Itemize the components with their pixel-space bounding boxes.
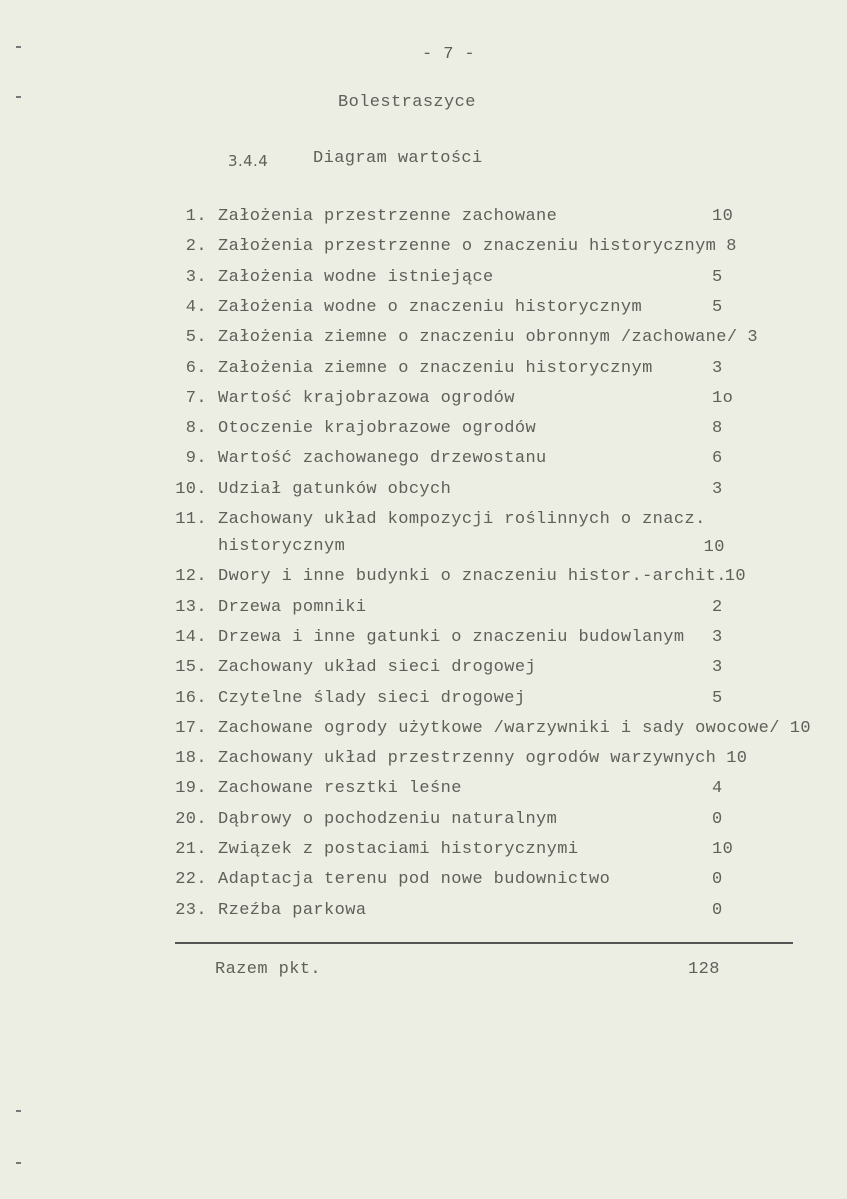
item-text: Wartość zachowanego drzewostanu (218, 449, 547, 469)
item-text: Założenia przestrzenne o znaczeniu historycznym (218, 237, 717, 257)
item-value: 4 (712, 779, 723, 799)
item-text: Zachowane resztki leśne (218, 779, 462, 799)
item-value: 5 (712, 688, 723, 708)
list-item (0, 567, 847, 597)
item-number: 15. (175, 658, 207, 678)
item-value: 5 (712, 267, 723, 287)
item-text: Udział gatunków obcych (218, 479, 452, 499)
list-item (0, 628, 847, 658)
item-value: 3 (712, 358, 723, 378)
list-item (0, 207, 847, 237)
list-item (0, 840, 847, 870)
item-text: Założenia ziemne o znaczeniu historycznym (218, 358, 653, 378)
item-value: 10 (712, 207, 734, 226)
item-text: Zachowany układ kompozycji roślinnych o znacz. (218, 510, 706, 529)
item-number: 6. (185, 358, 207, 378)
item-value: 10 (724, 567, 747, 587)
item-text: Założenia wodne istniejące (218, 267, 494, 287)
item-number: 10. (175, 479, 207, 499)
item-text-continued: historycznym (218, 537, 346, 556)
item-text: Rzeźba parkowa (218, 900, 367, 920)
item-number: 17. (175, 718, 207, 738)
item-value: 8 (712, 419, 723, 439)
section-number: 3.4.4 (228, 152, 269, 170)
item-number: 5. (185, 328, 207, 348)
item-value: 10 (712, 840, 734, 859)
item-number: 11. (175, 510, 207, 529)
list-item (0, 449, 847, 479)
item-number: 23. (175, 900, 207, 920)
list-item (0, 389, 847, 419)
page-number: - 7 - (422, 45, 476, 64)
item-text: Zachowany układ przestrzenny ogrodów warzywnych (218, 749, 717, 769)
list-item (0, 658, 847, 688)
item-value: 8 (726, 237, 737, 257)
item-value: 10 (789, 718, 812, 738)
item-value: 3 (747, 328, 758, 348)
item-number: 7. (185, 388, 207, 408)
item-number: 2. (185, 237, 207, 257)
list-item (0, 359, 847, 389)
item-value: 0 (712, 809, 723, 829)
item-value: 10 (703, 538, 725, 557)
item-number: 4. (185, 297, 207, 317)
item-text: Założenia wodne o znaczeniu historycznym (218, 297, 643, 317)
item-value: 1o (712, 388, 734, 408)
margin-mark (16, 96, 21, 98)
item-number: 12. (175, 567, 207, 587)
list-item (0, 719, 847, 749)
item-text: Otoczenie krajobrazowe ogrodów (218, 419, 537, 439)
item-text: Zachowane ogrody użytkowe /warzywniki i sady owocowe/ (218, 718, 780, 738)
item-value: 6 (712, 449, 723, 469)
item-number: 13. (175, 597, 207, 617)
item-number: 22. (175, 870, 207, 890)
item-text: Drzewa pomniki (218, 597, 367, 617)
list-item (0, 689, 847, 719)
item-value: 0 (712, 870, 723, 890)
item-number: 1. (185, 207, 207, 226)
list-item (0, 480, 847, 510)
item-value: 0 (712, 900, 723, 920)
list-item (0, 779, 847, 809)
item-text: Zachowany układ sieci drogowej (218, 658, 537, 678)
item-text: Czytelne ślady sieci drogowej (218, 688, 526, 708)
item-number: 21. (175, 840, 207, 859)
item-text: Związek z postaciami historycznymi (218, 840, 579, 859)
list-item (0, 901, 847, 931)
item-text: Wartość krajobrazowa ogrodów (218, 388, 515, 408)
item-value: 10 (726, 749, 748, 769)
item-value: 5 (712, 297, 723, 317)
section-title: Diagram wartości (313, 149, 483, 168)
list-item (0, 298, 847, 328)
item-text: Założenia ziemne o znaczeniu obronnym /zachowane/ (218, 328, 738, 348)
margin-mark (16, 1110, 21, 1112)
item-number: 9. (185, 449, 207, 469)
total-value: 128 (688, 960, 720, 979)
list-item (0, 237, 847, 267)
list-item (0, 328, 847, 358)
list-item (0, 810, 847, 840)
item-text: Dwory i inne budynki o znaczeniu histor.-archit. (218, 567, 727, 587)
item-value: 3 (712, 658, 723, 678)
total-label: Razem pkt. (215, 960, 322, 979)
item-number: 18. (175, 749, 207, 769)
list-item (0, 749, 847, 779)
margin-mark (16, 1162, 21, 1164)
item-number: 20. (175, 809, 207, 829)
item-text: Dąbrowy o pochodzeniu naturalnym (218, 809, 558, 829)
item-number: 19. (175, 779, 207, 799)
list-item (0, 870, 847, 900)
item-number: 16. (175, 688, 207, 708)
item-text: Adaptacja terenu pod nowe budownictwo (218, 870, 611, 890)
list-item (0, 598, 847, 628)
item-value: 3 (712, 479, 723, 499)
item-text: Drzewa i inne gatunki o znaczeniu budowlanym (218, 627, 685, 647)
place-heading: Bolestraszyce (338, 93, 476, 112)
item-value: 3 (712, 627, 723, 647)
item-value: 2 (712, 597, 723, 617)
item-text: Założenia przestrzenne zachowane (218, 207, 558, 226)
item-number: 3. (185, 267, 207, 287)
list-item (0, 268, 847, 298)
list-item (0, 510, 847, 557)
margin-mark (16, 46, 21, 48)
item-number: 8. (185, 419, 207, 439)
list-item (0, 419, 847, 449)
item-number: 14. (175, 627, 207, 647)
divider-line (175, 942, 793, 944)
